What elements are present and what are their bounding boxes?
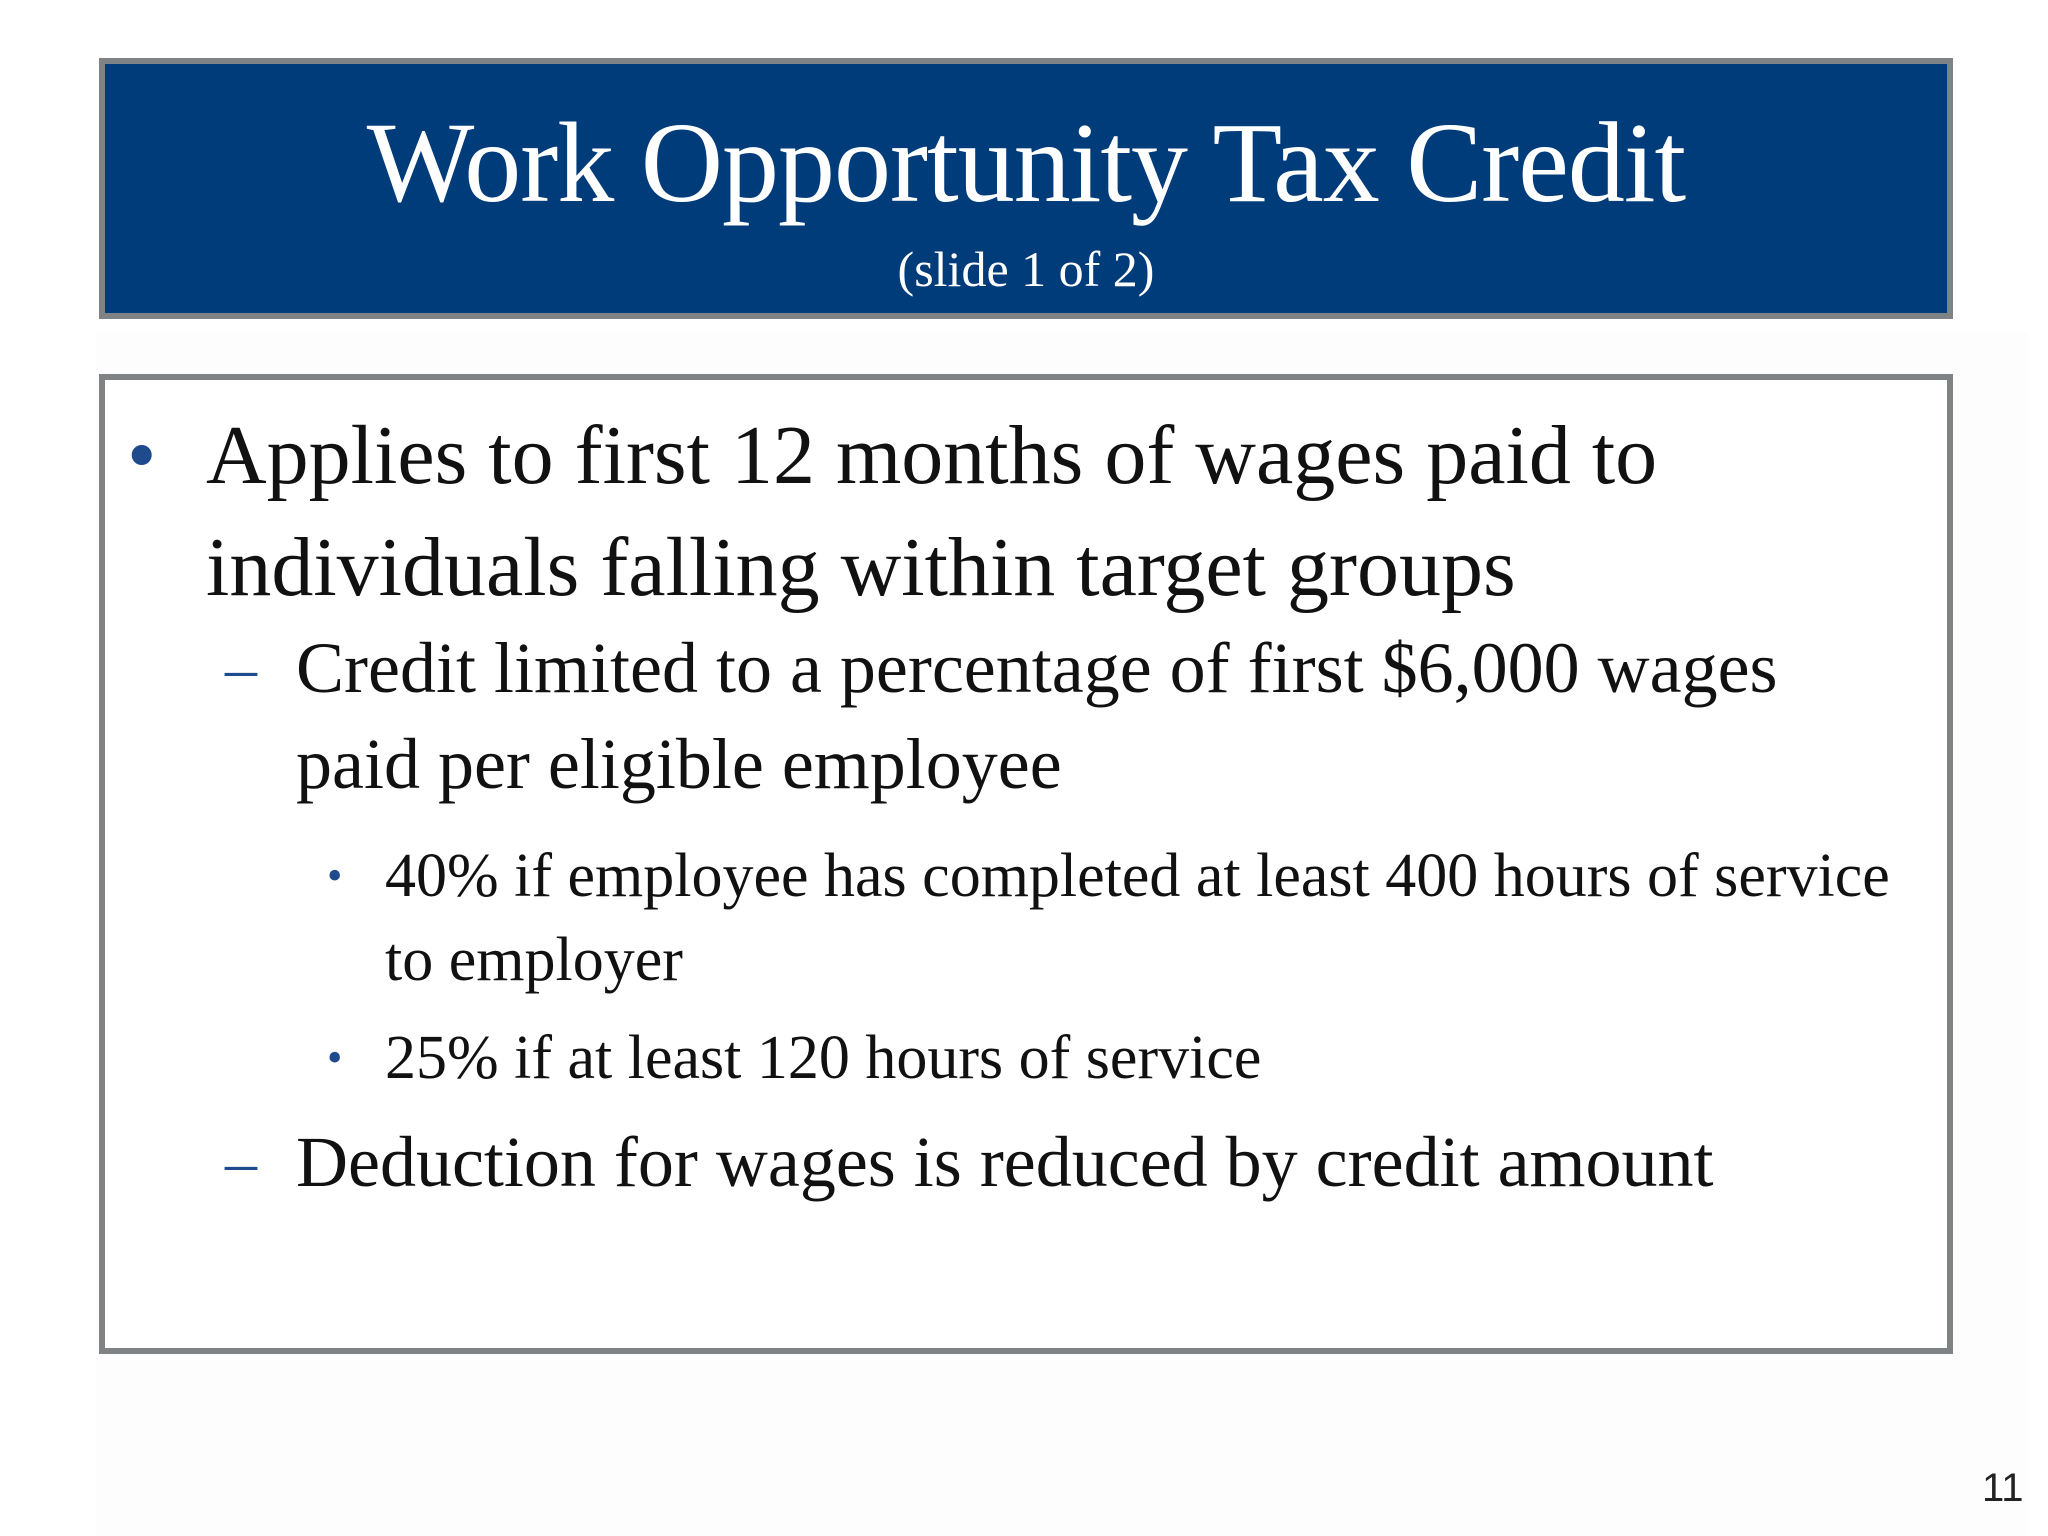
bullet-marker: • <box>327 1033 343 1082</box>
sub-bullet-credit-limited: Credit limited to a percentage of first $6,000 wages paid per eligible employee <box>296 628 1778 804</box>
bullet-marker: • <box>127 409 157 502</box>
bullet-applies-first-12-months: Applies to first 12 months of wages paid to individuals falling within target groups <box>206 409 1658 614</box>
dash-marker: – <box>225 632 257 703</box>
title-banner <box>99 58 1953 319</box>
slide-subtitle: (slide 1 of 2) <box>897 241 1155 297</box>
bullet-marker: • <box>327 851 343 900</box>
sub-sub-bullet-25-percent: 25% if at least 120 hours of service <box>385 1024 1262 1092</box>
sub-bullet-deduction-reduced: Deduction for wages is reduced by credit amount <box>296 1122 1714 1202</box>
sub-sub-bullet-40-percent: 40% if employee has completed at least 400 hours of service to employer <box>385 842 1890 994</box>
dash-marker: – <box>225 1126 257 1197</box>
content-panel <box>99 374 1953 1354</box>
page-number: 11 <box>1982 1466 2024 1510</box>
slide-title: Work Opportunity Tax Credit <box>366 99 1686 226</box>
